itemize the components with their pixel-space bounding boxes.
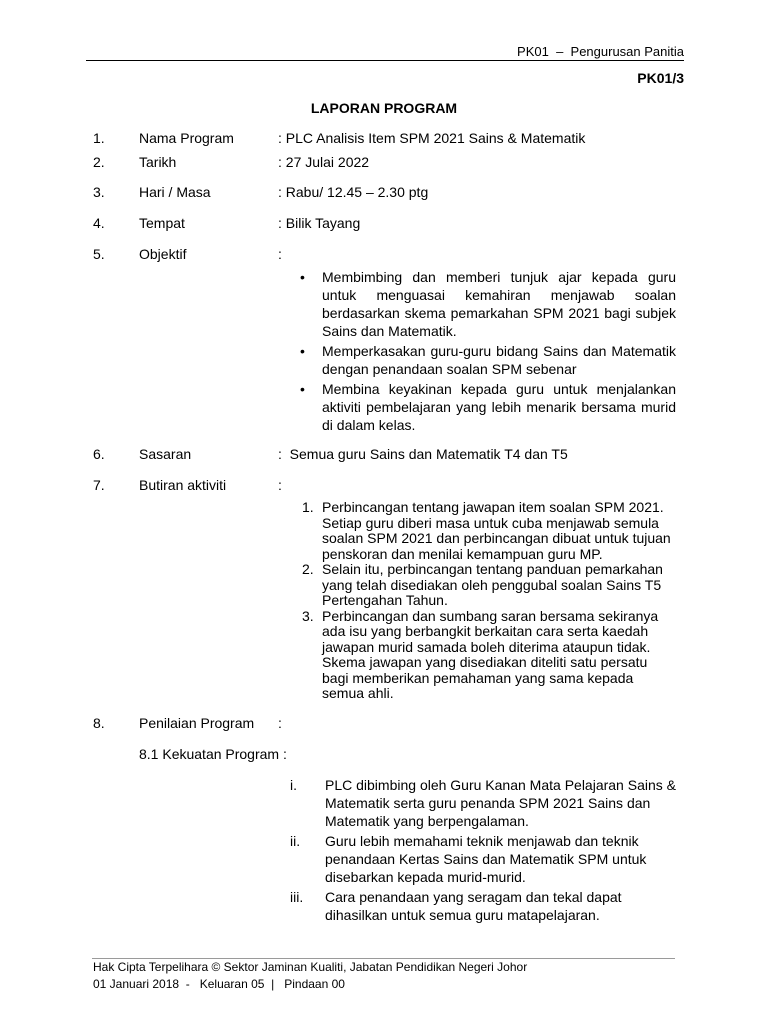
list-item [278,776,676,830]
item-number: 2. [93,154,105,170]
header-title: PK01 – Pengurusan Panitia [517,44,684,59]
strength-text: PLC dibimbing oleh Guru Kanan Mata Pelajaran Sains & Matematik serta guru penanda SPM 2021 Sains dan Matematik yang berpengalaman. [325,777,676,829]
item-number: 7. [93,477,105,493]
item-nama-program [0,130,768,150]
item-tarikh [0,154,768,174]
objective-list [300,268,676,436]
item-number: 6. [93,446,105,462]
list-item [278,832,676,886]
item-number: 1. [93,130,105,146]
footer-rule [92,958,675,959]
list-item [300,342,676,378]
item-label: Sasaran [139,446,192,462]
activity-text: Selain itu, perbincangan tentang panduan pemarkahan yang telah disediakan oleh penggubal soalan Sains T5 Pertengahan Tahun. [322,561,663,608]
list-number: ii. [290,833,301,849]
item-label: Tarikh [139,154,177,170]
header-rule [86,60,684,61]
item-label: Hari / Masa [139,184,211,200]
item-label: Butiran aktiviti [139,477,227,493]
objective-text: Membimbing dan memberi tunjuk ajar kepada guru untuk menguasai kemahiran menjawab soalan berdasarkan skema pemarkahan SPM 2021 bagi subjek Sains dan Matematik. [322,269,676,339]
item-value: : [278,715,282,731]
list-item [300,562,676,609]
activity-text: Perbincangan dan sumbang saran bersama sekiranya ada isu yang berbangkit berkaitan cara serta kaedah jawapan murid samada boleh diterima ataupun tidak. Skema jawapan yang disediakan diteliti satu persatu bagi memberikan pemahaman yang sama kepada semua ahli. [322,607,659,701]
item-number: 5. [93,246,105,262]
item-number: 4. [93,215,105,231]
item-label: Penilaian Program [139,715,255,731]
item-tempat [0,215,768,235]
list-item [300,268,676,340]
item-sasaran [0,446,768,466]
item-butiran-aktiviti [0,477,768,497]
item-value: : Bilik Tayang [278,215,361,231]
item-label: Tempat [139,215,185,231]
bullet-icon: • [300,343,305,359]
list-item [300,380,676,434]
bullet-icon: • [300,381,305,397]
document-code: PK01/3 [637,70,684,86]
item-label: Objektif [139,246,187,262]
list-number: 2. [302,561,314,577]
bullet-icon: • [300,269,305,285]
list-number: 3. [302,607,314,624]
strength-text: Guru lebih memahami teknik menjawab dan teknik penandaan Kertas Sains dan Matematik SPM untuk disebarkan kepada murid-murid. [325,833,647,885]
item-value: : Semua guru Sains dan Matematik T4 dan T5 [278,446,568,462]
list-item [300,609,676,702]
footer-copyright: Hak Cipta Terpelihara © Sektor Jaminan Kualiti, Jabatan Pendidikan Negeri Johor [93,960,528,974]
strengths-heading: 8.1 Kekuatan Program : [139,746,287,762]
list-number: iii. [290,889,304,905]
item-number: 8. [93,715,105,731]
list-item [278,888,676,924]
list-number: i. [290,777,297,793]
activity-text: Perbincangan tentang jawapan item soalan SPM 2021. Setiap guru diberi masa untuk cuba menjawab semula soalan SPM 2021 dan perbincangan dibuat untuk tujuan penskoran dan menilai kemampuan guru MP. [322,499,671,562]
page-title: LAPORAN PROGRAM [310,100,458,116]
item-objektif [0,246,768,266]
item-value: : 27 Julai 2022 [278,154,370,170]
item-value: : [278,477,282,493]
item-value: : [278,246,282,262]
item-value: : Rabu/ 12.45 – 2.30 ptg [278,184,429,200]
item-penilaian-program [0,715,768,735]
activity-list [300,500,676,702]
list-number: 1. [302,499,314,515]
item-number: 3. [93,184,105,200]
item-label: Nama Program [139,130,234,146]
objective-text: Memperkasakan guru-guru bidang Sains dan Matematik dengan penandaan soalan SPM sebenar [322,343,676,377]
list-item [300,500,676,562]
strength-text: Cara penandaan yang seragam dan tekal dapat dihasilkan untuk semua guru matapelajaran. [325,889,622,923]
strengths-list [278,776,676,926]
item-hari-masa [0,184,768,204]
item-value: : PLC Analisis Item SPM 2021 Sains & Matematik [278,130,586,146]
objective-text: Membina keyakinan kepada guru untuk menjalankan aktiviti pembelajaran yang lebih menarik bersama murid di dalam kelas. [322,381,676,433]
footer-revision: 01 Januari 2018 - Keluaran 05 | Pindaan 00 [93,977,345,991]
